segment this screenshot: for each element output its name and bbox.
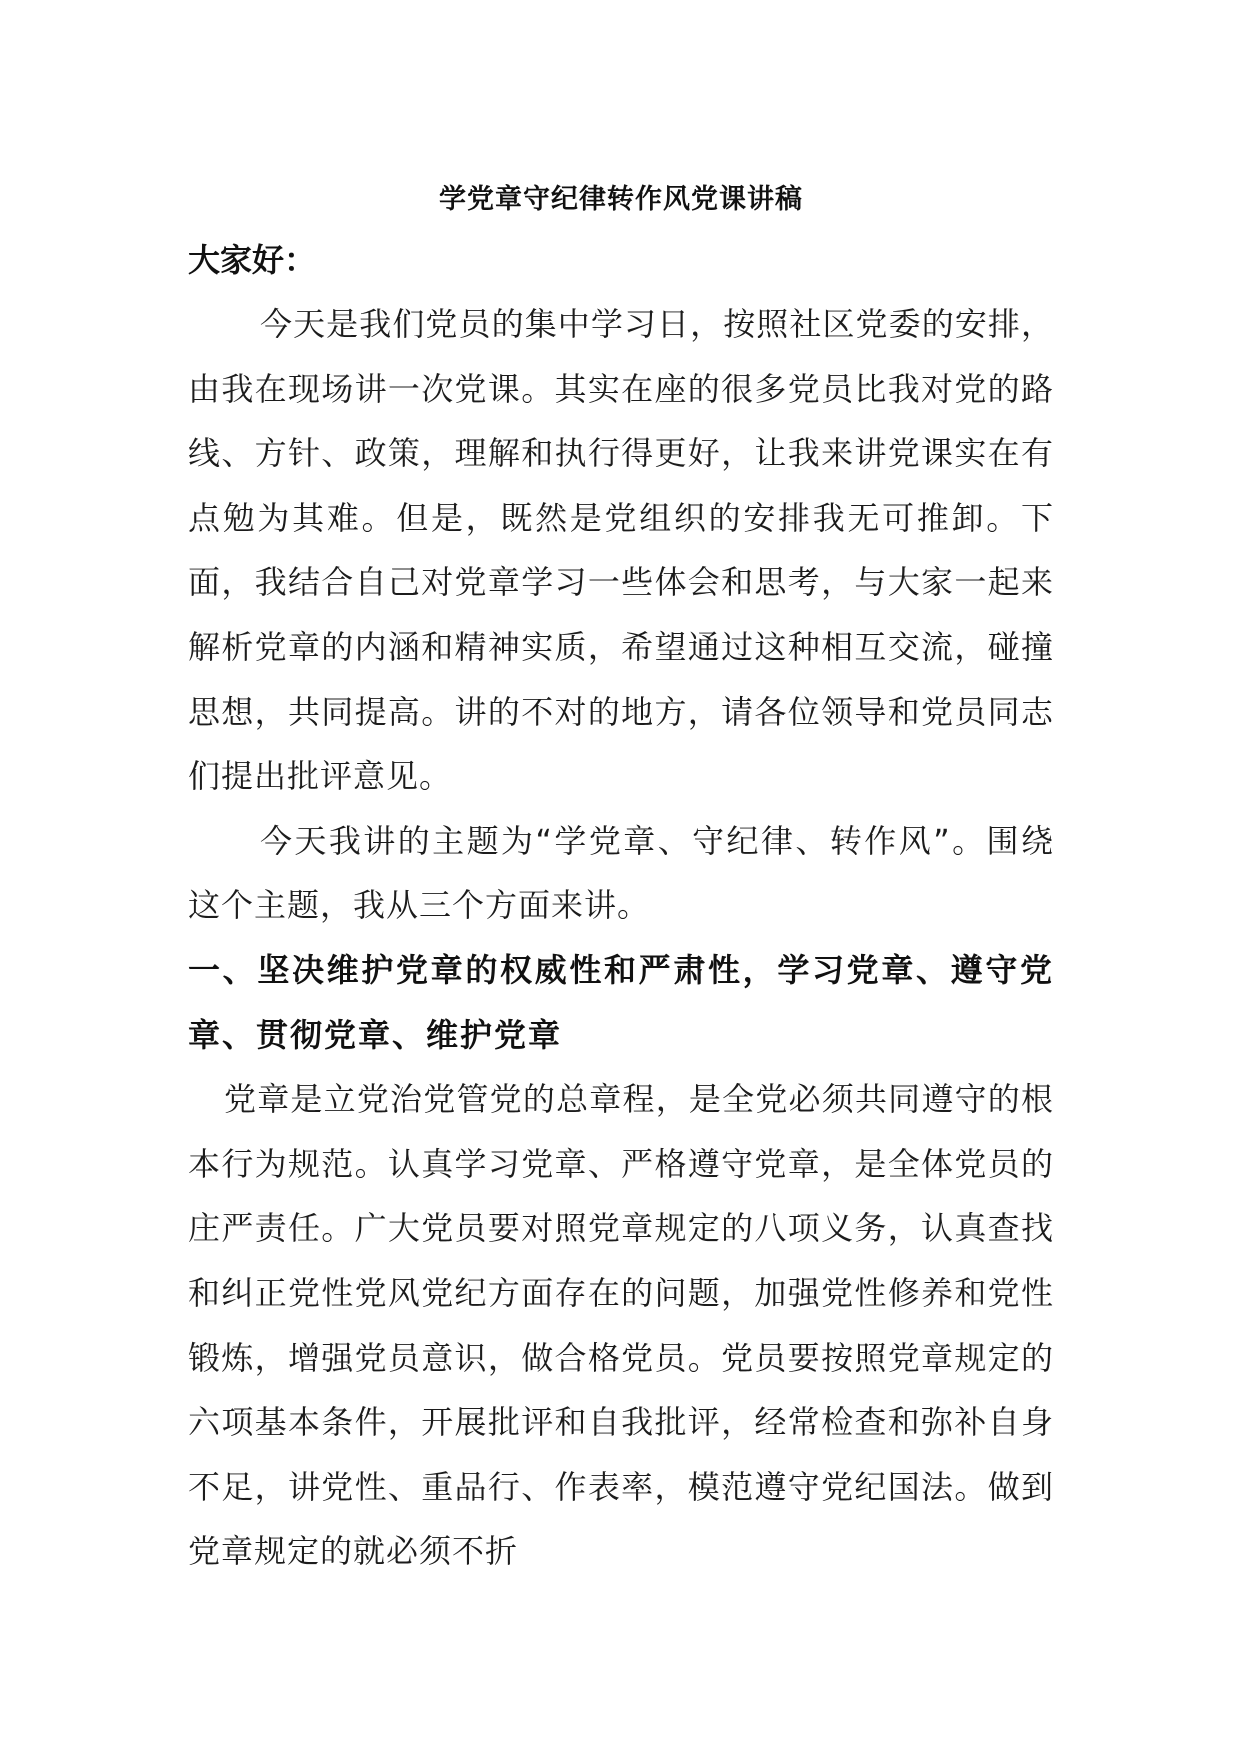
body-paragraph: 今天我讲的主题为“学党章、守纪律、转作风”。围绕这个主题，我从三个方面来讲。 [188,821,1054,925]
section-heading: 一、坚决维护党章的权威性和严肃性，学习党章、遵守党章、贯彻党章、维护党章 [188,950,1054,1054]
salutation: 大家好： [188,241,317,279]
body-paragraph: 今天是我们党员的集中学习日，按照社区党委的安排，由我在现场讲一次党课。其实在座的很多党员比我对党的路线、方针、政策，理解和执行得更好，让我来讲党课实在有点勉为其难。但是，既然是党组织的安排我无可推卸。下面，我结合自己对党章学习一些体会和思考，与大家一起来解析党章的内涵和精神实质，希望通过这种相互交流，碰撞思想，共同提高。讲的不对的地方，请各位领导和党员同志们提出批评意见。 [188,305,1054,796]
document-body [188,172,1054,1584]
section-paragraph: 党章是立党治党管党的总章程，是全党必须共同遵守的根本行为规范。认真学习党章、严格遵守党章，是全体党员的庄严责任。广大党员要对照党章规定的八项义务，认真查找和纠正党性党风党纪方面存在的问题，加强党性修养和党性锻炼，增强党员意识，做合格党员。党员要按照党章规定的六项基本条件，开展批评和自我批评，经常检查和弥补自身不足，讲党性、重品行、作表率，模范遵守党纪国法。做到党章规定的就必须不折 [188,1080,1054,1571]
document-title: 学党章守纪律转作风党课讲稿 [439,184,803,215]
